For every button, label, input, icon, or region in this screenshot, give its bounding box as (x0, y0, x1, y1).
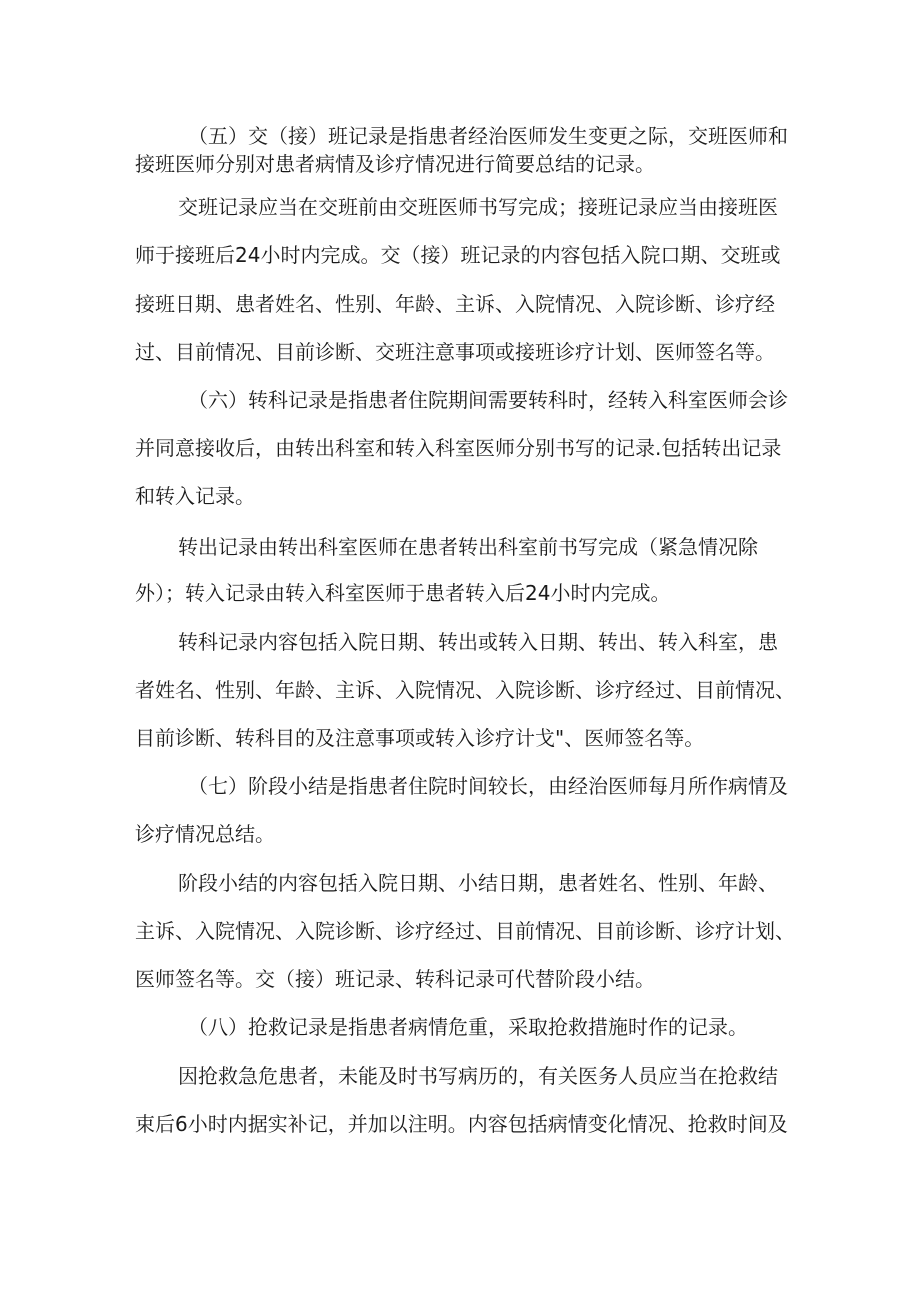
text-line: 接班医师分别对患者病情及诊疗情况进行简要总结的记录。 (135, 152, 655, 176)
text-line: 因抢救急危患者，未能及时书写病历的，有关医务人员应当在抢救结 (178, 1064, 778, 1088)
text-line: 外）；转入记录由转入科室医师于患者转入后24小时内完成。 (135, 581, 671, 605)
text-line: 接班日期、患者姓名、性别、年龄、主诉、入院情况、入院诊断、诊疗经 (135, 292, 775, 316)
text-line: 并同意接收后，由转出科室和转入科室医师分别书写的记录.包括转出记录 (135, 436, 782, 460)
text-line: （七）阶段小结是指患者住院时间较长，由经治医师每月所作病情及 (188, 774, 788, 798)
text-line: 转出记录由转出科室医师在患者转出科室前书写完成（紧急情况除 (178, 535, 758, 559)
text-line: （五）交（接）班记录是指患者经治医师发生变更之际，交班医师和 (188, 124, 788, 148)
text-line: 诊疗情况总结。 (135, 822, 275, 846)
text-line: 阶段小结的内容包括入院日期、小结日期，患者姓名、性别、年龄、 (178, 871, 778, 895)
text-line: 和转入记录。 (135, 484, 255, 508)
text-line: 师于接班后24小时内完成。交（接）班记录的内容包括入院口期、交班或 (135, 243, 781, 267)
text-line: （八）抢救记录是指患者病情危重，采取抢救措施时作的记录。 (188, 1015, 748, 1039)
text-line: 交班记录应当在交班前由交班医师书写完成；接班记录应当由接班医 (178, 195, 778, 219)
text-line: 主诉、入院情况、入院诊断、诊疗经过、目前情况、目前诊断、诊疗计划、 (135, 919, 795, 943)
text-line: 医师签名等。交（接）班记录、转科记录可代替阶段小结。 (135, 967, 655, 991)
text-line: 目前诊断、转科目的及注意事项或转入诊疗计戈"、医师签名等。 (135, 726, 705, 750)
text-line: 过、目前情况、目前诊断、交班注意事项或接班诊疗计划、医师签名等。 (135, 340, 775, 364)
text-line: （六）转科记录是指患者住院期间需要转科时，经转入科室医师会诊 (188, 388, 788, 412)
text-line: 束后6小时内据实补记，并加以注明。内容包括病情变化情况、抢救时间及 (135, 1112, 788, 1136)
text-line: 者姓名、性别、年龄、主诉、入院情况、入院诊断、诊疗经过、目前情况、 (135, 678, 795, 702)
text-line: 转科记录内容包括入院日期、转出或转入日期、转出、转入科室，患 (178, 630, 778, 654)
